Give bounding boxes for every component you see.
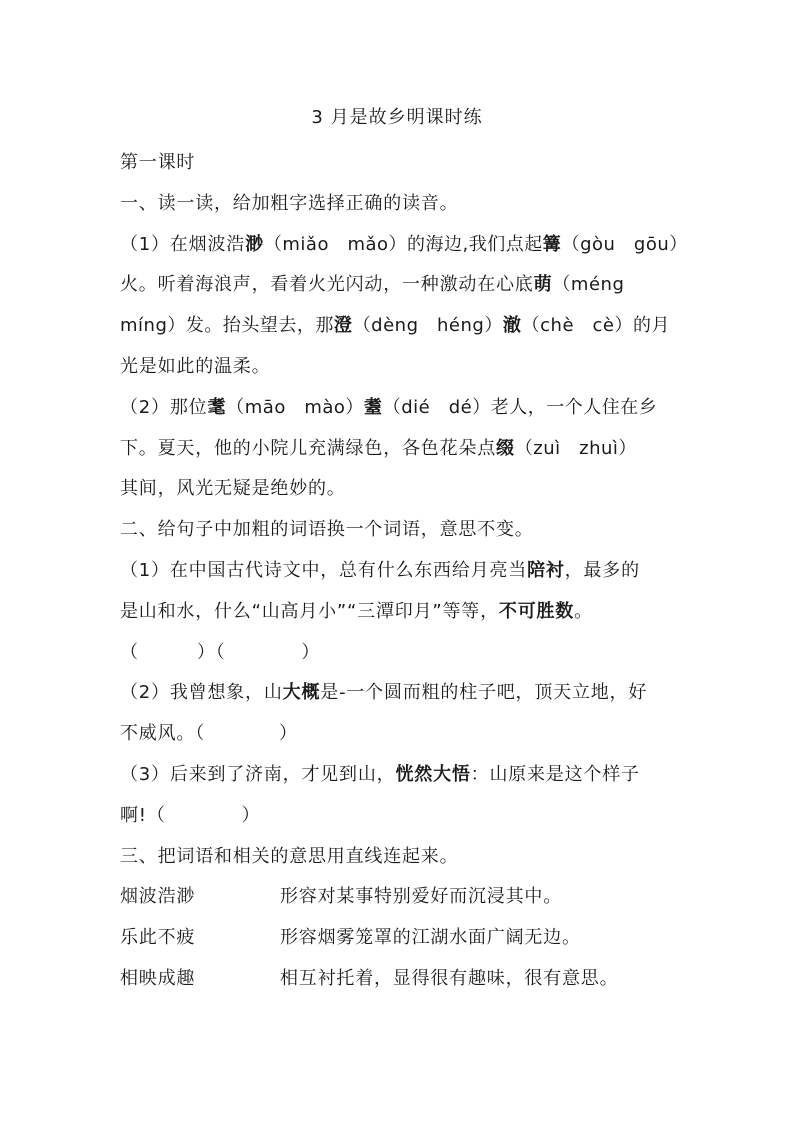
text: 是-一个圆而粗的柱子吧，顶天立地，好	[320, 682, 648, 704]
bold-char: 缀	[496, 437, 515, 459]
bold-char: 渺	[245, 233, 264, 255]
pinyin-options: （méng	[552, 274, 625, 296]
bold-word: 不可胜数	[498, 600, 575, 622]
match-meaning[interactable]: 形容烟雾笼罩的江湖水面广阔无边。	[280, 927, 581, 949]
bold-word: 恍然大悟	[395, 763, 471, 785]
q1-p2-line1	[120, 388, 680, 429]
q2-s1-line1	[120, 551, 680, 592]
match-row	[120, 918, 680, 959]
paren-close: ）	[301, 641, 321, 663]
page-title: 3 月是故乡明课时练	[311, 107, 483, 128]
q2-heading: 二、给句子中加粗的词语换一个词语，意思不变。	[120, 519, 534, 541]
q1-heading: 一、读一读，给加粗字选择正确的读音。	[120, 192, 459, 214]
text: 啊!（	[120, 804, 166, 826]
q1-p1-line1	[120, 225, 688, 266]
text: （3）后来到了济南，才见到山，	[120, 763, 396, 785]
bold-char: 澈	[502, 315, 522, 337]
match-word[interactable]: 烟波浩渺	[120, 886, 196, 908]
q2-s3-line2	[120, 796, 680, 837]
q1-p1-line3	[120, 306, 680, 347]
paren-open: （	[120, 641, 139, 663]
pinyin-options: （dié dé）老人，一个人住在乡	[382, 396, 658, 418]
match-word[interactable]: 乐此不疲	[120, 927, 196, 949]
q3-heading: 三、把词语和相关的意思用直线连起来。	[120, 845, 459, 867]
bold-char: 澄	[333, 315, 353, 337]
q2-s1-line2	[120, 592, 680, 633]
text: míng）发。抬头望去，那	[120, 315, 334, 337]
q1-p1-line2	[120, 265, 680, 306]
text: （2）我曾想象，山	[120, 682, 283, 704]
match-row	[120, 959, 680, 1000]
bold-char: 耄	[207, 396, 227, 418]
pinyin-options: （māo mào）	[226, 396, 364, 418]
pinyin-options: （dèng héng）	[352, 315, 503, 337]
pinyin-options: （zuì zhuì）	[514, 437, 637, 459]
q1-p2-line2	[120, 429, 680, 470]
bold-char: 萌	[533, 274, 553, 296]
q1-p1-line4: 光是如此的温柔。	[120, 355, 271, 377]
text: ：山原来是这个样子	[470, 763, 640, 785]
paren-close: ）	[279, 723, 298, 745]
bold-word: 陪衬	[527, 559, 565, 581]
text: 。	[574, 600, 593, 622]
match-meaning[interactable]: 形容对某事特别爱好而沉浸其中。	[280, 886, 562, 908]
pinyin-options: （gòu gōu）	[561, 233, 688, 255]
text: 是山和水，什么“山高月小”“三潭印月”等等，	[120, 600, 499, 622]
text: 火。听着海浪声，看着火光闪动，一种激动在心底	[120, 274, 534, 296]
pinyin-options: （miǎo mǎo）的海边,我们点起	[263, 233, 543, 255]
text: 下。夏天，他的小院儿充满绿色，各色花朵点	[120, 437, 496, 459]
q2-s2-line2	[120, 714, 680, 755]
q2-s1-answer-blanks	[120, 633, 680, 674]
match-meaning[interactable]: 相互衬托着，显得很有趣味，很有意思。	[280, 967, 619, 989]
text: 不威风。（	[120, 723, 205, 745]
text: （1）在中国古代诗文中，总有什么东西给月亮当	[120, 559, 528, 581]
text: ，最多的	[564, 559, 640, 581]
q1-p2-line3: 其间，风光无疑是绝妙的。	[120, 478, 346, 500]
paren-close-open: ）（	[196, 641, 226, 663]
text: （1）在烟波浩	[120, 233, 246, 255]
pinyin-options: （chè cè）的月	[521, 315, 671, 337]
q2-s3-line1	[120, 755, 680, 796]
q2-s2-line1	[120, 673, 680, 714]
match-row	[120, 877, 680, 918]
lesson-label: 第一课时	[120, 152, 196, 173]
bold-word: 大概	[282, 682, 321, 704]
bold-char: 耋	[363, 396, 383, 418]
bold-char: 篝	[542, 233, 562, 255]
match-word[interactable]: 相映成趣	[120, 967, 196, 989]
worksheet-body	[120, 143, 688, 1000]
text: （2）那位	[120, 396, 208, 418]
paren-close: ）	[241, 804, 261, 826]
